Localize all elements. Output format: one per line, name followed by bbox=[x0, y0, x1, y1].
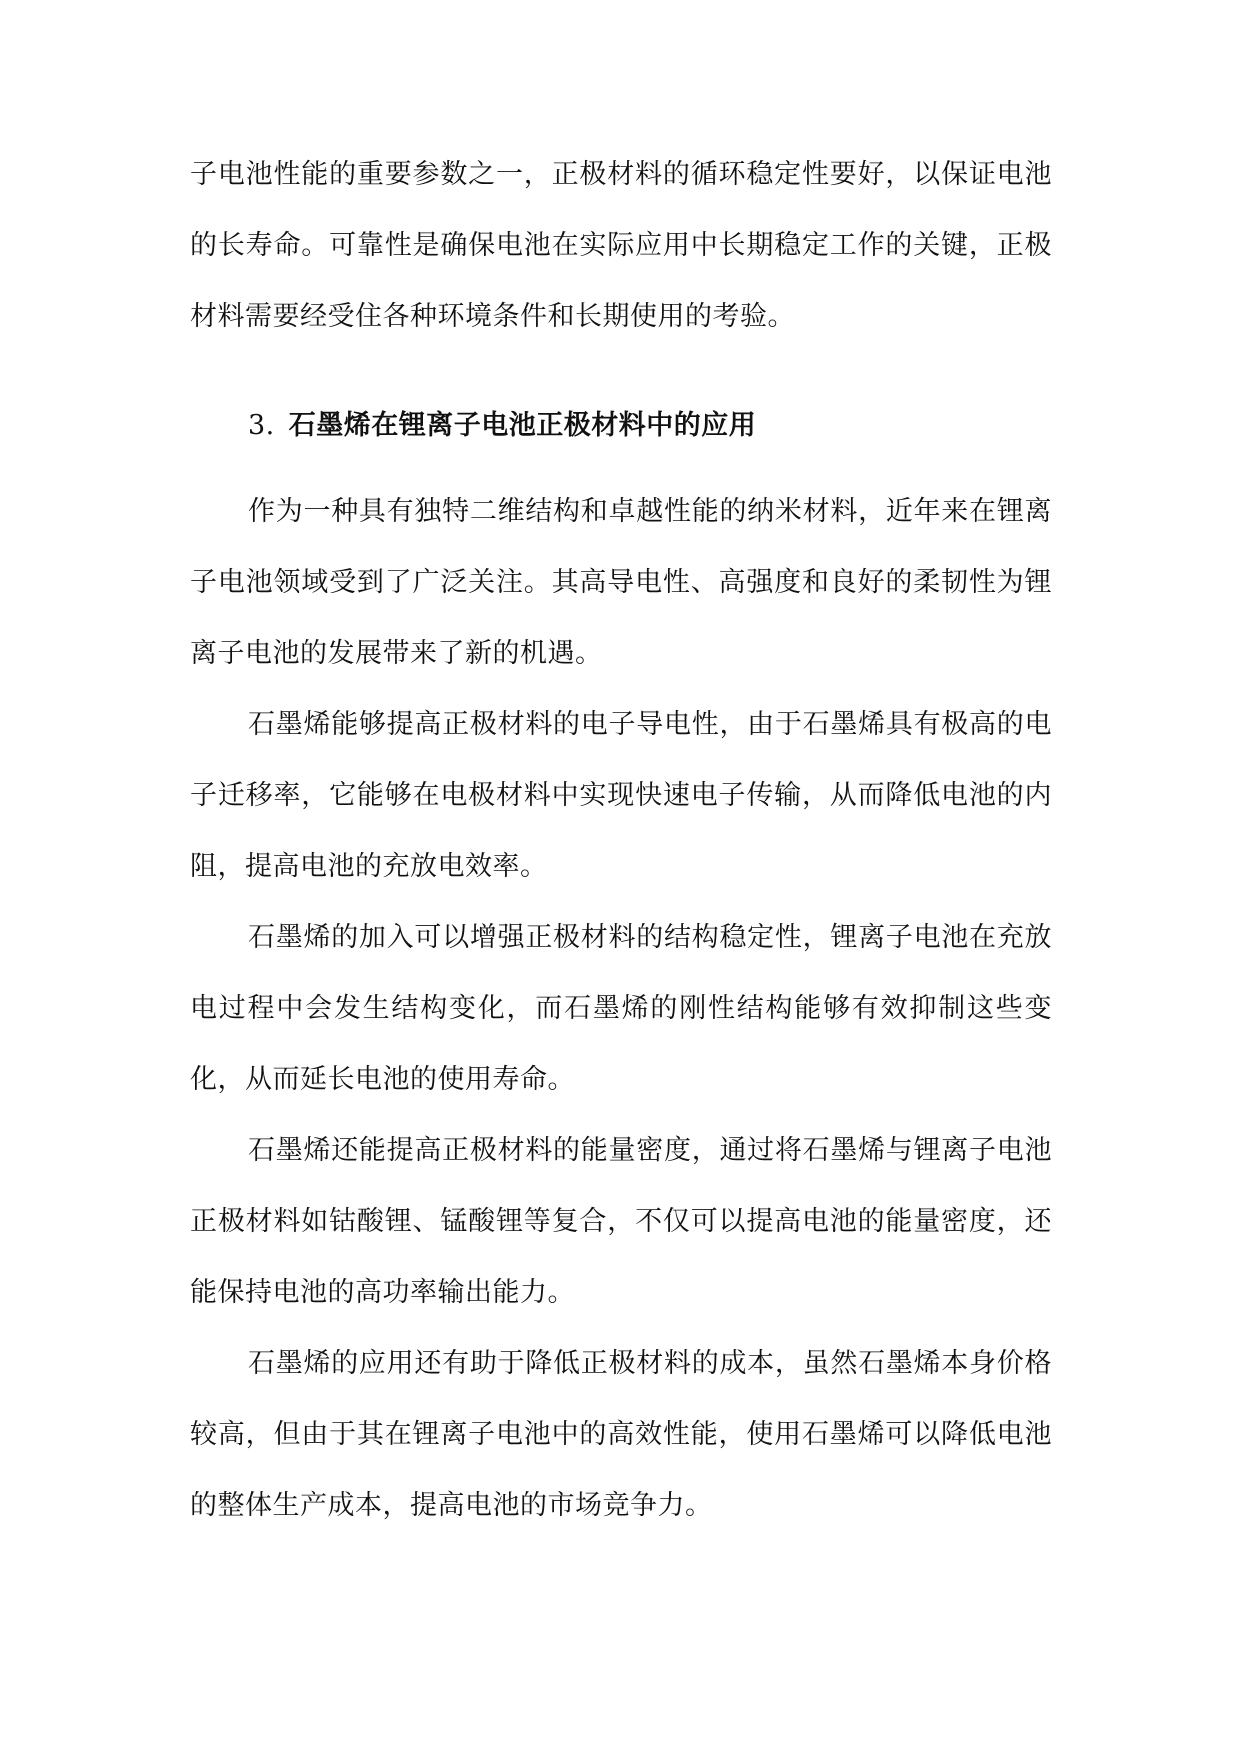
section-body bbox=[190, 476, 1052, 1541]
section-title: 石墨烯在锂离子电池正极材料中的应用 bbox=[288, 410, 757, 441]
section-heading bbox=[248, 406, 756, 446]
paragraph-intro: 作为一种具有独特二维结构和卓越性能的纳米材料，近年来在锂离子电池领域受到了广泛关注。其高导电性、高强度和良好的柔韧性为锂离子电池的发展带来了新的机遇。 bbox=[190, 496, 1052, 669]
paragraph-energy-density: 石墨烯还能提高正极材料的能量密度，通过将石墨烯与锂离子电池正极材料如钴酸锂、锰酸锂等复合，不仅可以提高电池的能量密度，还能保持电池的高功率输出能力。 bbox=[190, 1135, 1052, 1308]
paragraph-conductivity: 石墨烯能够提高正极材料的电子导电性，由于石墨烯具有极高的电子迁移率，它能够在电极材料中实现快速电子传输，从而降低电池的内阻，提高电池的充放电效率。 bbox=[190, 709, 1052, 882]
paragraph-cost: 石墨烯的应用还有助于降低正极材料的成本，虽然石墨烯本身价格较高，但由于其在锂离子电池中的高效性能，使用石墨烯可以降低电池的整体生产成本，提高电池的市场竞争力。 bbox=[190, 1348, 1052, 1521]
continued-paragraph-block bbox=[190, 139, 1052, 352]
continued-paragraph: 子电池性能的重要参数之一，正极材料的循环稳定性要好，以保证电池的长寿命。可靠性是确保电池在实际应用中长期稳定工作的关键，正极材料需要经受住各种环境条件和长期使用的考验。 bbox=[190, 159, 1052, 332]
section-number: 3. bbox=[248, 410, 275, 441]
paragraph-stability: 石墨烯的加入可以增强正极材料的结构稳定性，锂离子电池在充放电过程中会发生结构变化，而石墨烯的刚性结构能够有效抑制这些变化，从而延长电池的使用寿命。 bbox=[190, 922, 1052, 1095]
